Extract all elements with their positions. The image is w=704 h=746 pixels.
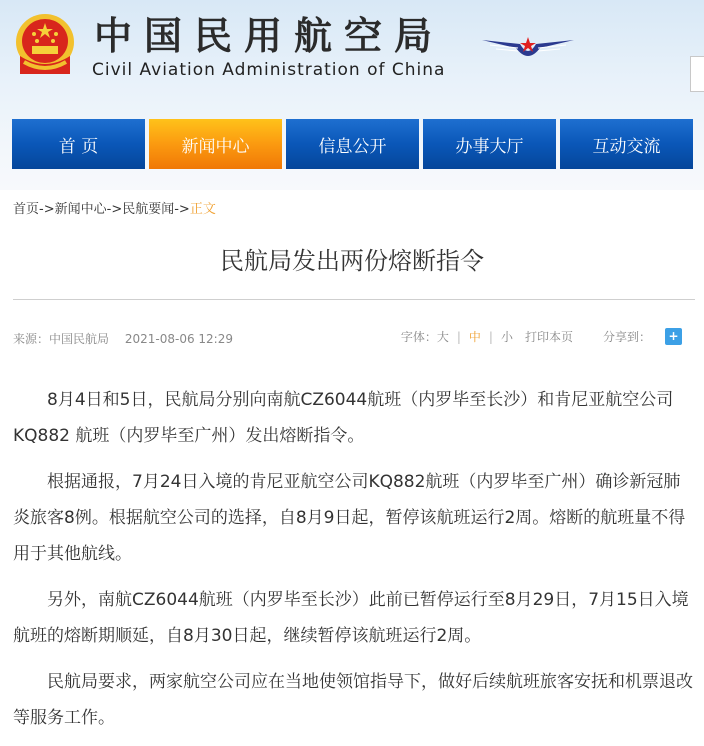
font-size-label: 字体：: [400, 330, 437, 344]
breadcrumb-separator: ->: [39, 202, 55, 217]
breadcrumb-separator: ->: [106, 202, 123, 217]
share-label: 分享到：: [602, 330, 651, 344]
article-paragraph: 民航局要求，两家航空公司应在当地使领馆指导下，做好后续航班旅客安抚和机票退改等服务工作。: [13, 672, 693, 728]
font-size-large[interactable]: 大: [436, 330, 449, 344]
font-size-small[interactable]: 小: [500, 330, 513, 344]
search-input[interactable]: [690, 56, 704, 92]
national-emblem-icon[interactable]: [14, 12, 76, 82]
divider: |: [488, 329, 493, 344]
main-nav: [12, 119, 693, 169]
breadcrumb-news-center[interactable]: 新闻中心: [54, 202, 107, 217]
nav-interaction[interactable]: 互动交流: [560, 119, 693, 169]
nav-news-center[interactable]: 新闻中心: [149, 119, 282, 169]
article-paragraph: 根据通报，7月24日入境的肯尼亚航空公司KQ882航班（内罗毕至广州）确诊新冠肺炎旅客8例。根据航空公司的选择，自8月9日起，暂停该航班运行2周。熔断的航班量不得用于其他航线。: [13, 472, 686, 564]
breadcrumb-caac-news[interactable]: 民航要闻: [122, 202, 175, 217]
breadcrumb-separator: ->: [174, 202, 190, 217]
article-tools: [401, 328, 682, 345]
breadcrumb: [13, 198, 216, 217]
article-paragraph: 另外，南航CZ6044航班（内罗毕至长沙）此前已暂停运行至8月29日，7月15日入境航班的熔断期顺延，自8月30日起，继续暂停该航班运行2周。: [13, 590, 689, 646]
divider: |: [456, 329, 461, 344]
nav-info-disclosure[interactable]: 信息公开: [286, 119, 419, 169]
print-page-link[interactable]: 打印本页: [524, 330, 573, 344]
nav-service-hall[interactable]: 办事大厅: [423, 119, 556, 169]
title-divider: [13, 299, 695, 300]
article-paragraph: 8月4日和5日，民航局分别向南航CZ6044航班（内罗毕至长沙）和肯尼亚航空公司KQ882 航班（内罗毕至广州）发出熔断指令。: [13, 390, 674, 446]
article-meta: [13, 330, 245, 347]
breadcrumb-current: 正文: [189, 202, 216, 217]
breadcrumb-home[interactable]: 首页: [13, 202, 40, 217]
font-size-medium[interactable]: 中: [468, 330, 481, 344]
nav-home[interactable]: 首 页: [12, 119, 145, 169]
article-date: 2021-08-06 12:29: [124, 332, 233, 346]
share-plus-icon[interactable]: +: [665, 328, 682, 345]
article-body: [13, 382, 693, 746]
article-title: 民航局发出两份熔断指令: [220, 247, 484, 275]
caac-wings-icon: [480, 34, 576, 64]
article-source: 来源：中国民航局: [13, 332, 110, 346]
site-title-cn: 中国民用航空局: [94, 14, 445, 58]
site-title-en: Civil Aviation Administration of China: [92, 60, 446, 80]
